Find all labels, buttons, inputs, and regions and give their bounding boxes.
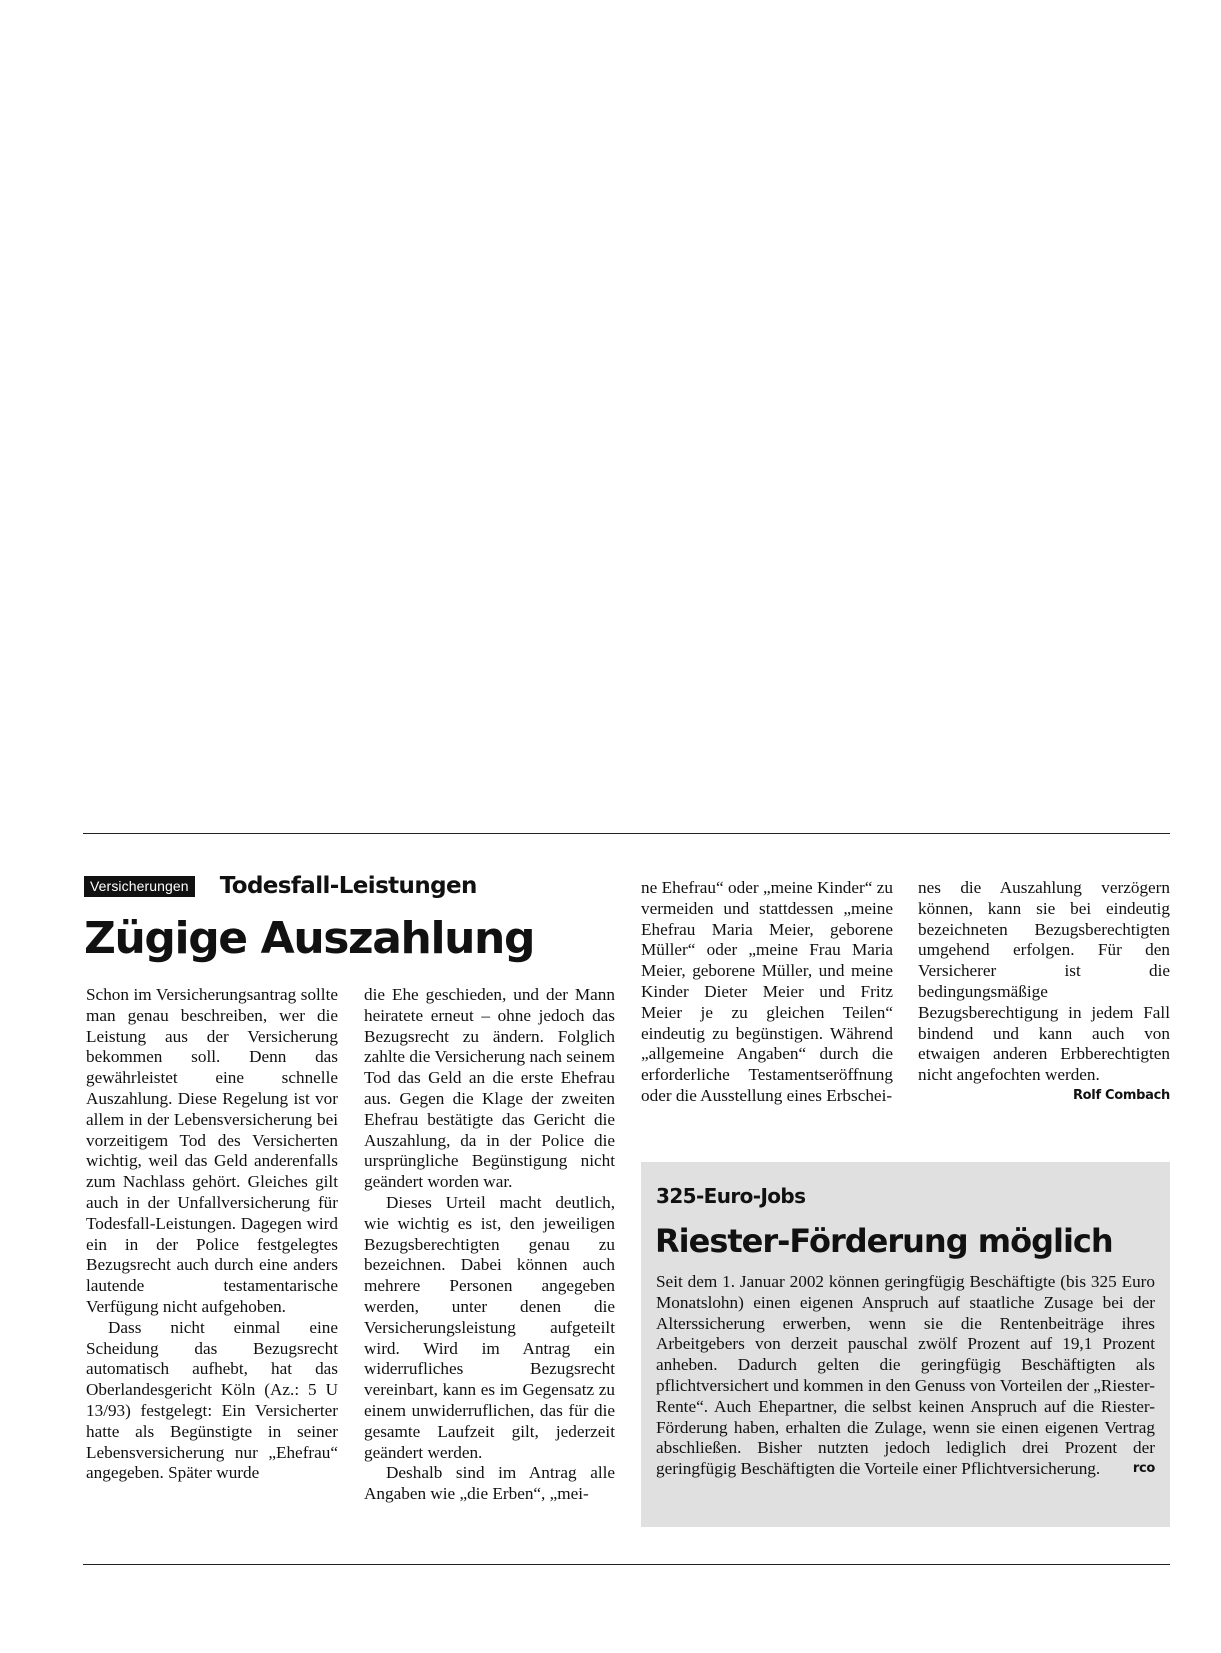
article-paragraph: die Ehe geschieden, und der Mann heiratete erneut – ohne jedoch das Bezugsrecht zu ändern. Folglich zahlte die Versicherung nach seinem Tod das Geld an die erste Ehefrau aus. Gegen die Klage der zweiten Ehefrau bestätigte das Gericht die Auszahlung, da in der Police die ursprüngliche Begünstigung nicht geändert worden war. [364, 985, 615, 1192]
article-paragraph: ne Ehefrau“ oder „meine Kinder“ zu vermeiden und stattdessen „meine Ehefrau Maria Meier, geborene Müller“ oder „meine Frau Maria Meier, geborene Müller, und meine Kinder Dieter Meier und Fritz Meier je zu gleichen Teilen“ eindeutig zu begünstigen. Während „allgemeine Angaben“ durch die erforderliche Testamentseröffnung oder die Ausstellung eines Erbschei- [641, 878, 893, 1105]
article-kicker-row [84, 873, 477, 899]
bottom-rule [83, 1564, 1170, 1565]
article-column-4 [918, 878, 1170, 1107]
box-paragraph: Seit dem 1. Januar 2002 können geringfügig Beschäftigte (bis 325 Euro Monatslohn) einen eigenen Anspruch auf staatliche Zusage bei der Alterssicherung erwerben, wenn sie die Rentenbeiträge ihres Arbeitgebers von derzeit pauschal zwölf Prozent auf 19,1 Prozent anheben. Dadurch gelten die geringfügig Beschäftigten als pflichtversichert und kommen in den Genuss von Vorteilen der „Riester-Rente“. Auch Ehepartner, die selbst keinen Anspruch auf die Riester-Förderung haben, erhalten die Zulage, wenn sie einen eigenen Vertrag abschließen. Bisher nutzten jedoch lediglich drei Prozent der geringfügig Beschäftigten die Vorteile einer Pflichtversicherung. [656, 1272, 1155, 1479]
box-author: rco [1132, 1461, 1155, 1477]
article-headline: Zügige Auszahlung [84, 913, 535, 964]
article-column-1 [86, 985, 338, 1484]
article-paragraph: Deshalb sind im Antrag alle Angaben wie „die Erben“, „mei- [364, 1463, 615, 1504]
section-tag: Versicherungen [84, 876, 195, 897]
sidebar-box [641, 1162, 1170, 1527]
box-headline: Riester-Förderung möglich [655, 1222, 1113, 1260]
article-paragraph-text: nes die Auszahlung verzögern können, kann sie bei eindeutig bezeichneten Bezugsberechtigten umgehend erfolgen. Für den Versicherer ist die bedingungsmäßige Bezugsberechtigung in jedem Fall bindend und kann auch von etwaigen anderen Erbberechtigten nicht angefochten werden. [918, 878, 1170, 1085]
article-paragraph [918, 878, 1170, 1103]
article-kicker: Todesfall-Leistungen [219, 873, 477, 899]
article-column-2 [364, 985, 615, 1505]
article-paragraph: Dieses Urteil macht deutlich, wie wichtig es ist, den jeweiligen Bezugsberechtigten genau zu bezeichnen. Dabei können auch mehrere Personen angegeben werden, unter denen die Versicherungsleistung aufgeteilt wird. Wird im Antrag ein widerrufliches Bezugsrecht vereinbart, kann es im Gegensatz zu einem unwiderruflichen, das für die gesamte Laufzeit gilt, jederzeit geändert werden. [364, 1192, 615, 1462]
article-column-3 [641, 878, 893, 1107]
top-rule [83, 833, 1170, 834]
article-paragraph: Schon im Versicherungsantrag sollte man genau beschreiben, wer die Leistung aus der Versicherung bekommen soll. Denn das gewährleistet eine schnelle Auszahlung. Diese Regelung ist vor allem in der Lebensversicherung bei vorzeitigem Tod des Versicherten wichtig, weil das Geld anderenfalls zum Nachlass gehört. Gleiches gilt auch in der Unfallversicherung für Todesfall-Leistungen. Dagegen wird ein in der Police festgelegtes Bezugsrecht auch durch eine anders lautende testamentarische Verfügung nicht aufgehoben. [86, 985, 338, 1316]
box-body [656, 1272, 1155, 1480]
article-paragraph: Dass nicht einmal eine Scheidung das Bezugsrecht automatisch aufhebt, hat das Oberlandesgericht Köln (Az.: 5 U 13/93) festgelegt: Ein Versicherter hatte als Begünstigte in seiner Lebensversicherung nur „Ehefrau“ angegeben. Später wurde [86, 1317, 338, 1483]
box-kicker: 325-Euro-Jobs [656, 1184, 806, 1208]
author-byline: Rolf Combach [1072, 1087, 1170, 1103]
